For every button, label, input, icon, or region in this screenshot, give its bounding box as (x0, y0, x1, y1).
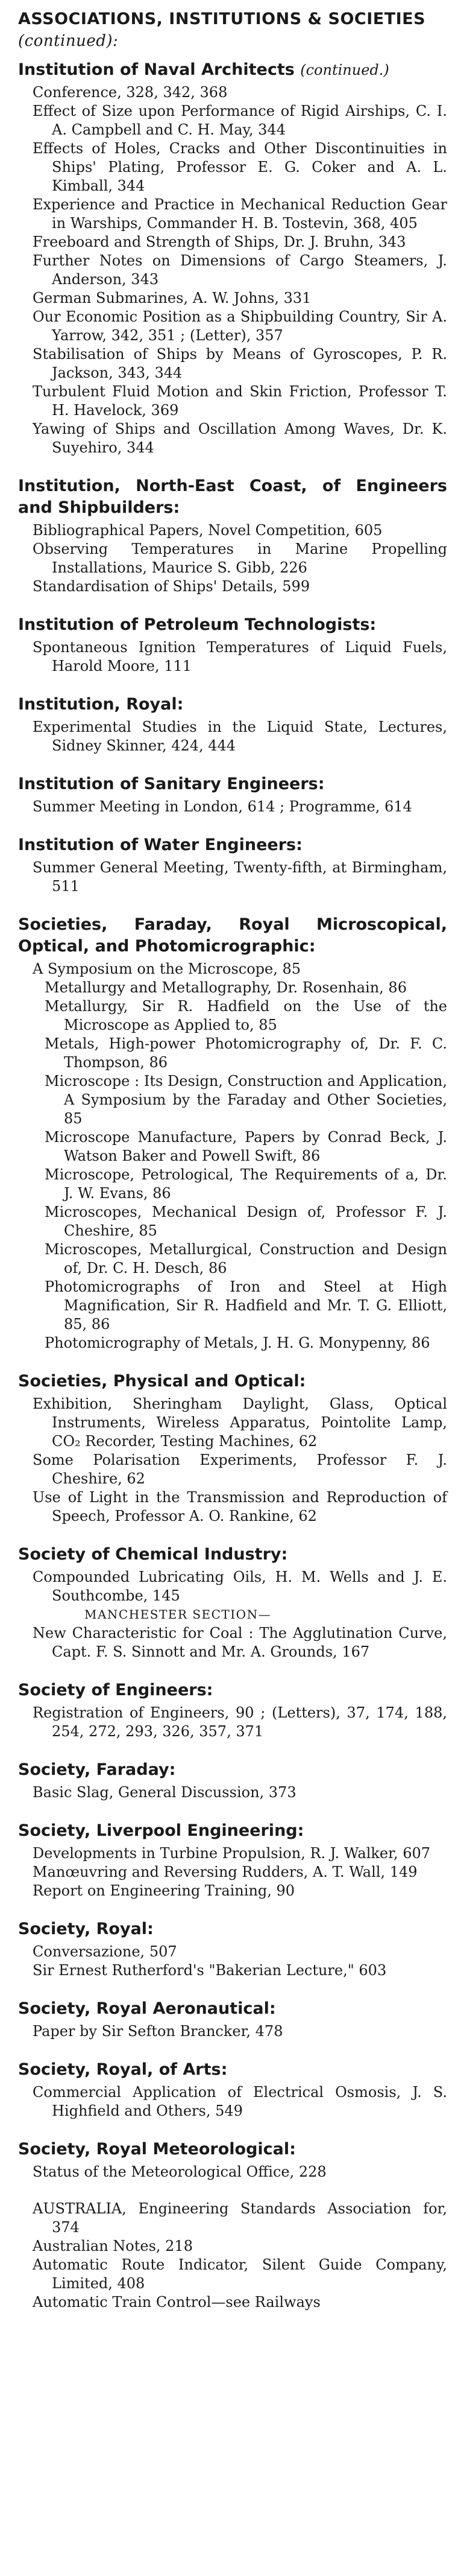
section-title (18, 1544, 447, 1566)
section-title-text: Institution of Naval Architects (18, 60, 295, 79)
section-title-text: Society, Faraday: (18, 1760, 176, 1779)
index-section (18, 914, 447, 1353)
index-entry: Experimental Studies in the Liquid State, Lectures, Sidney Skinner, 424, 444 (33, 719, 447, 754)
index-entry: Commercial Application of Electrical Osmosis, J. S. Highfield and Others, 549 (33, 2084, 447, 2119)
section-title (18, 1918, 447, 1940)
sub-heading: MANCHESTER SECTION— (84, 1607, 272, 1622)
index-entry: Developments in Turbine Propulsion, R. J. Walker, 607 (33, 1845, 431, 1862)
index-entry: Yawing of Ships and Oscillation Among Waves, Dr. K. Suyehiro, 344 (33, 420, 447, 456)
section-title (18, 2139, 447, 2160)
index-entry: Turbulent Fluid Motion and Skin Friction, Professor T. H. Havelock, 369 (33, 383, 447, 419)
index-entry: German Submarines, A. W. Johns, 331 (33, 290, 312, 306)
index-entry: Some Polarisation Experiments, Professor F. J. Cheshire, 62 (33, 1451, 447, 1487)
index-entry: Basic Slag, General Discussion, 373 (33, 1784, 296, 1801)
header-continued: (continued): (18, 32, 119, 50)
index-subentry: Photomicrographs of Iron and Steel at High Magnification, Sir R. Hadfield and Mr. T. G. Elliott, 85, 86 (45, 1278, 447, 1333)
section-title (18, 773, 447, 795)
index-subentry: Microscope : Its Design, Construction and Application, A Symposium by the Faraday and Other Societies, 85 (45, 1073, 447, 1127)
index-entry: Automatic Train Control—see Railways (33, 2294, 321, 2311)
index-subentry: Microscopes, Metallurgical, Construction and Design of, Dr. C. H. Desch, 86 (45, 1241, 447, 1277)
index-entry: Registration of Engineers, 90 ; (Letters), 37, 174, 188, 254, 272, 293, 326, 357, 371 (33, 1704, 447, 1740)
tail-entries (18, 2200, 447, 2312)
section-title (18, 1759, 447, 1781)
section-title (18, 694, 447, 715)
index-entry: New Characteristic for Coal : The Agglutination Curve, Capt. F. S. Sinnott and Mr. A. Grounds, 167 (33, 1625, 447, 1660)
index-entry: Further Notes on Dimensions of Cargo Steamers, J. Anderson, 343 (33, 252, 447, 288)
index-entry: Spontaneous Ignition Temperatures of Liquid Fuels, Harold Moore, 111 (33, 639, 447, 674)
index-entry: Effect of Size upon Performance of Rigid Airships, C. I. A. Campbell and C. H. May, 344 (33, 103, 447, 138)
index-entry: Summer Meeting in London, 614 ; Programme, 614 (33, 798, 412, 815)
index-section (18, 773, 447, 816)
section-title (18, 1680, 447, 1701)
section-title-text: Institution, Royal: (18, 695, 184, 714)
section-title (18, 1820, 447, 1842)
index-entry: Sir Ernest Rutherford's "Bakerian Lecture," 603 (33, 1962, 387, 1979)
section-title (18, 834, 447, 856)
index-section (18, 834, 447, 896)
index-entry: Manœuvring and Reversing Rudders, A. T. Wall, 149 (33, 1864, 418, 1880)
section-title-text: Society of Chemical Industry: (18, 1545, 288, 1564)
section-title-text: Society, Royal Meteorological: (18, 2140, 296, 2159)
index-entry: A Symposium on the Microscope, 85 (33, 960, 301, 977)
index-subentry: Microscope, Petrological, The Requirements of a, Dr. J. W. Evans, 86 (45, 1166, 447, 1202)
index-entry: Automatic Route Indicator, Silent Guide Company, Limited, 408 (33, 2256, 447, 2292)
index-entry: Report on Engineering Training, 90 (33, 1882, 295, 1899)
index-entry: Use of Light in the Transmission and Reproduction of Speech, Professor A. O. Rankine, 62 (33, 1489, 447, 1524)
section-title-text: Society, Royal Aeronautical: (18, 1999, 276, 2018)
index-subentry: Metals, High-power Photomicrography of, Dr. F. C. Thompson, 86 (45, 1035, 447, 1071)
index-subentry: Microscopes, Mechanical Design of, Professor F. J. Cheshire, 85 (45, 1204, 447, 1239)
index-entry: Compounded Lubricating Oils, H. M. Wells and J. E. Southcombe, 145 (33, 1569, 447, 1604)
section-title-text: Institution of Sanitary Engineers: (18, 775, 325, 793)
index-section (18, 614, 447, 676)
index-entry: Conference, 328, 342, 368 (33, 84, 228, 101)
index-section (18, 475, 447, 596)
section-title-text: Societies, Physical and Optical: (18, 1372, 306, 1391)
index-entry: Observing Temperatures in Marine Propelling Installations, Maurice S. Gibb, 226 (33, 541, 447, 576)
index-subentry: Metallurgy, Sir R. Hadfield on the Use of the Microscope as Applied to, 85 (45, 998, 447, 1033)
index-entry: Australian Notes, 218 (33, 2238, 193, 2254)
index-entry: Effects of Holes, Cracks and Other Discontinuities in Ships' Plating, Professor E. G. Coker and A. L. Kimball, 344 (33, 140, 447, 194)
section-title (18, 1998, 447, 2020)
section-title-text: Society of Engineers: (18, 1681, 213, 1699)
index-section (18, 2139, 447, 2181)
section-title (18, 475, 447, 519)
section-title (18, 614, 447, 636)
index-entry: Stabilisation of Ships by Means of Gyroscopes, P. R. Jackson, 343, 344 (33, 346, 447, 381)
index-section (18, 694, 447, 755)
index-subentry: Metallurgy and Metallography, Dr. Rosenhain, 86 (45, 979, 407, 996)
index-section (18, 1820, 447, 1900)
index-entry: Standardisation of Ships' Details, 599 (33, 578, 310, 595)
index-section (18, 59, 447, 457)
index-entry: Summer General Meeting, Twenty-fifth, at Birmingham, 511 (33, 859, 447, 895)
index-section (18, 1544, 447, 1661)
index-entry: Paper by Sir Sefton Brancker, 478 (33, 2023, 283, 2040)
index-entry: Conversazione, 507 (33, 1943, 177, 1960)
index-subentry: Photomicrography of Metals, J. H. G. Monypenny, 86 (45, 1334, 430, 1351)
section-title-text: Institution of Water Engineers: (18, 836, 303, 854)
index-section (18, 1918, 447, 1980)
index-entry: Freeboard and Strength of Ships, Dr. J. Bruhn, 343 (33, 233, 406, 250)
index-section (18, 1371, 447, 1526)
section-title-suffix: (continued.) (300, 62, 389, 78)
section-title-text: Society, Royal, of Arts: (18, 2060, 228, 2079)
index-entry: Experience and Practice in Mechanical Reduction Gear in Warships, Commander H. B. Tostevin, 368, 405 (33, 196, 447, 232)
section-title-text: Institution, North-East Coast, of Engineers and Shipbuilders: (18, 477, 447, 517)
index-section (18, 1680, 447, 1741)
index-entry: Our Economic Position as a Shipbuilding Country, Sir A. Yarrow, 342, 351 ; (Letter), 357 (33, 308, 447, 344)
index-section (18, 1759, 447, 1802)
section-title-text: Society, Liverpool Engineering: (18, 1821, 304, 1840)
index-entry: Status of the Meteorological Office, 228 (33, 2163, 327, 2180)
index-entry: Bibliographical Papers, Novel Competition, 605 (33, 522, 383, 539)
header-title: ASSOCIATIONS, INSTITUTIONS & SOCIETIES (18, 10, 426, 28)
index-section (18, 1998, 447, 2041)
section-title (18, 2059, 447, 2081)
index-entry: AUSTRALIA, Engineering Standards Association for, 374 (33, 2200, 447, 2236)
section-title-text: Societies, Faraday, Royal Microscopical, Optical, and Photomicrographic: (18, 915, 447, 956)
section-title (18, 914, 447, 957)
page-header (18, 8, 447, 52)
section-title-text: Society, Royal: (18, 1920, 154, 1938)
index-subentry: Microscope Manufacture, Papers by Conrad Beck, J. Watson Baker and Powell Swift, 86 (45, 1129, 447, 1164)
section-title (18, 59, 447, 81)
index-sections (18, 59, 447, 2181)
index-entry: Exhibition, Sheringham Daylight, Glass, Optical Instruments, Wireless Apparatus, Pointolite Lamp, CO₂ Recorder, Testing Machines, 62 (33, 1395, 447, 1450)
section-title-text: Institution of Petroleum Technologists: (18, 615, 377, 634)
index-section (18, 2059, 447, 2121)
section-title (18, 1371, 447, 1392)
